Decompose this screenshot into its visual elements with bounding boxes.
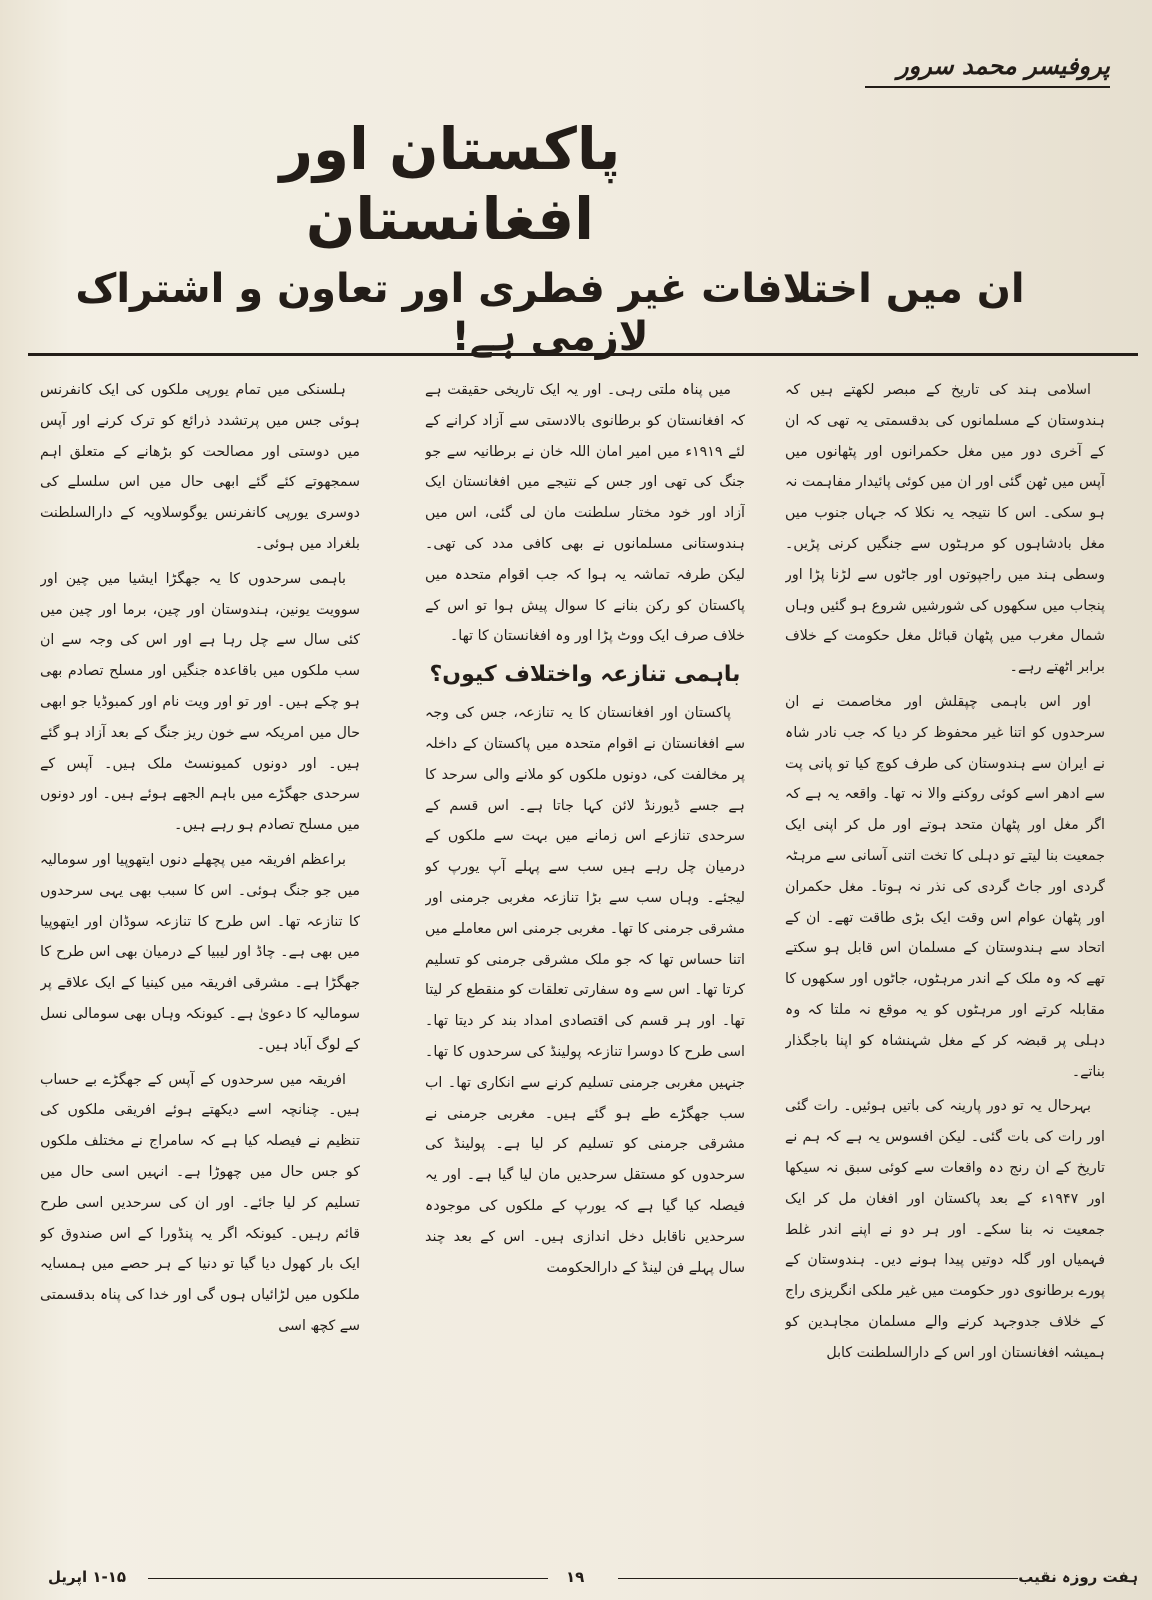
paragraph: ہلسنکی میں تمام یورپی ملکوں کی ایک کانفرنس ہوئی جس میں پرتشدد ذرائع کو ترک کرنے اور آپس میں دوستی اور مصالحت کو بڑھانے کے متعلق اہم سمجھوتے کئے گئے ابھی حال میں اس سلسلے کی دوسری یورپی کانفرنس یوگوسلاویہ کے دارالسلطنت بلغراد میں ہوئی۔ (40, 382, 360, 552)
paragraph: باہمی سرحدوں کا یہ جھگڑا ایشیا میں چین اور سوویت یونین، ہندوستان اور چین، برما اور چین میں کئی سال سے چل رہا ہے اور اس کی وجہ سے ان سب ملکوں میں باقاعدہ جنگیں اور مسلح تصادم بھی ہو چکے ہیں۔ اور تو اور ویت نام اور کمبوڈیا جو ابھی حال میں امریکہ سے خون ریز جنگ کے بعد آزاد ہو گئے ہیں۔ اور دونوں کمیونسٹ ملک ہیں۔ آپس کے سرحدی جھگڑے میں باہم الجھے ہوئے ہیں۔ اور دونوں میں مسلح تصادم ہو رہے ہیں۔ (40, 570, 360, 834)
column-right (785, 375, 1105, 1560)
paragraph: اسلامی ہند کی تاریخ کے مبصر لکھتے ہیں کہ ہندوستان کے مسلمانوں کی بدقسمتی یہ تھی کہ ان کے آخری دور میں مغل حکمرانوں اور پٹھانوں میں آپس میں ٹھن گئی اور ان میں کوئی پائیدار مفاہمت نہ ہو سکی۔ اس کا نتیجہ یہ نکلا کہ جہاں جنوب میں مغل بادشاہوں کو مرہٹوں سے جنگیں کرنی پڑیں۔ وسطی ہند میں راجپوتوں اور جاٹوں سے لڑنا پڑا اور پنجاب میں سکھوں کی شورشیں شروع ہو گئیں وہاں شمال مغرب میں پٹھان قبائل مغل حکومت کے خلاف برابر اٹھتے رہے۔ (785, 382, 1105, 676)
footer-rule-right (618, 1578, 1018, 1579)
paragraph: افریقہ میں سرحدوں کے آپس کے جھگڑے بے حساب ہیں۔ چنانچہ اسے دیکھتے ہوئے افریقی ملکوں کی تنظیم نے فیصلہ کیا ہے کہ سامراج نے مختلف ملکوں کو جس حال میں چھوڑا ہے۔ انہیں اسی حال میں تسلیم کر لیا جائے۔ اور ان کی سرحدیں اسی طرح قائم رہیں۔ کیونکہ اگر یہ پنڈورا کے اس صندوق کو ایک بار کھول دیا گیا تو دنیا کے ہر حصے میں ہمسایہ ملکوں میں لڑائیاں ہوں گی اور خدا کی پناہ بدقسمتی سے کچھ اسی (40, 1071, 360, 1334)
paragraph: براعظم افریقہ میں پچھلے دنوں ایتھوپیا اور سومالیہ میں جو جنگ ہوئی۔ اس کا سبب بھی یہی سرحدوں کا تنازعہ تھا۔ اس طرح کا تنازعہ سوڈان اور ایتھوپیا میں بھی ہے۔ چاڈ اور لیبیا کے درمیان بھی اس طرح کا جھگڑا ہے۔ مشرقی افریقہ میں کینیا کے ایک علاقے پر سومالیہ کا دعویٰ ہے۔ کیونکہ وہاں بھی سومالی نسل کے لوگ آباد ہیں۔ (40, 851, 360, 1053)
paragraph: اور اس باہمی چپقلش اور مخاصمت نے ان سرحدوں کو اتنا غیر محفوظ کر دیا کہ جب نادر شاہ نے ایران سے ہندوستان کی طرف کوچ کیا تو پانی پت سے ادھر اسے کوئی روکنے والا نہ تھا۔ واقعہ یہ ہے کہ اگر مغل اور پٹھان متحد ہوتے اور مل کر اپنی ایک جمعیت بنا لیتے تو دہلی کا تخت اتنی آسانی سے مرہٹہ گردی اور جاٹ گردی کی نذر نہ ہوتا۔ مغل حکمران اور پٹھان عوام اس وقت ایک بڑی طاقت تھے۔ ان کے اتحاد سے ہندوستان کے مسلمان اس قابل ہو سکتے تھے کہ وہ ملک کے اندر مرہٹوں، جاٹوں اور سکھوں کا مقابلہ کرتے اور مرہٹوں کو یہ موقع نہ ملتا کہ وہ دہلی پر قبضہ کر کے مغل شہنشاہ کو اپنا باجگذار بناتے۔ (785, 693, 1105, 1080)
page-number: ۱۹ (566, 1568, 585, 1586)
header-divider (28, 353, 1138, 356)
footer-rule-left (148, 1578, 548, 1579)
article-title: پاکستان اور افغانستان (279, 115, 621, 253)
paragraph: میں پناہ ملتی رہی۔ اور یہ ایک تاریخی حقیقت ہے کہ افغانستان کو برطانوی بالادستی سے آزاد کرانے کے لئے ۱۹۱۹ء میں امیر امان اللہ خان نے برطانیہ سے جو جنگ کی تھی اور جس کے نتیجے میں افغانستان ایک آزاد اور خود مختار سلطنت مان لی گئی، اس میں ہندوستانی مسلمانوں نے بھی کافی مدد کی تھی۔ لیکن طرفہ تماشہ یہ ہوا کہ جب اقوام متحدہ میں پاکستان کو رکن بنانے کا سوال پیش ہوا تو اس کے خلاف صرف ایک ووٹ پڑا اور وہ افغانستان کا تھا۔ (425, 382, 745, 645)
section-subheading: باہمی تنازعہ واختلاف کیوں؟ (429, 662, 741, 688)
paragraph: پاکستان اور افغانستان کا یہ تنازعہ، جس کی وجہ سے افغانستان نے اقوام متحدہ میں پاکستان کے داخلہ پر مخالفت کی، دونوں ملکوں کو ملانے والی سرحد کا ہے جسے ڈیورنڈ لائن کہا جاتا ہے۔ اس قسم کے سرحدی تنازعے اس زمانے میں بہت سے ملکوں کے درمیان چل رہے ہیں سب سے پہلے آپ یورپ کو لیجئے۔ وہاں سب سے بڑا تنازعہ مغربی جرمنی اور مشرقی جرمنی کا تھا۔ مغربی جرمنی اس معاملے میں اتنا حساس تھا کہ جو ملک مشرقی جرمنی کو تسلیم کرتا تھا۔ اس سے وہ سفارتی تعلقات کو منقطع کر لیتا تھا۔ اور ہر قسم کی اقتصادی امداد بند کر دیتا تھا۔ اسی طرح کا دوسرا تنازعہ پولینڈ کی سرحدوں کا تھا۔ جنہیں مغربی جرمنی تسلیم کرنے سے انکاری تھا۔ اب سب جھگڑے طے ہو گئے ہیں۔ مغربی جرمنی نے مشرقی جرمنی کو تسلیم کر لیا ہے۔ پولینڈ کی سرحدوں کو مستقل سرحدیں مان لیا گیا ہے۔ اور یہ فیصلہ کیا گیا ہے کہ یورپ کے ملکوں کی موجودہ سرحدیں ناقابل دخل اندازی ہیں۔ اس کے بعد چند سال پہلے فن لینڈ کے دارالحکومت (425, 705, 745, 1276)
column-left (40, 375, 360, 1560)
article-subtitle: ان میں اختلافات غیر فطری اور تعاون و اشتراک لازمی ہے! (75, 266, 1025, 360)
paragraph: بہرحال یہ تو دور پارینہ کی باتیں ہوئیں۔ رات گئی اور رات کی بات گئی۔ لیکن افسوس یہ ہے کہ ہم نے تاریخ کے ان رنج دہ واقعات سے کوئی سبق نہ سیکھا اور ۱۹۴۷ء کے بعد پاکستان اور افغان مل کر ایک جمعیت نہ بنا سکے۔ اور ہر دو نے اپنے اندر غلط فہمیاں اور گلہ دوتیں پیدا ہونے دیں۔ ہندوستان کے پورے برطانوی دور حکومت میں غیر ملکی انگریزی راج کے خلاف جدوجہد کرنے والے مسلمان مجاہدین کو ہمیشہ افغانستان اور اس کے دارالسلطنت کابل (785, 1098, 1105, 1361)
issue-date: ۱-۱۵ اپریل (48, 1568, 127, 1586)
publication-name: ہفت روزہ نقیب (1018, 1568, 1138, 1586)
author-byline: پروفیسر محمد سرور (865, 52, 1110, 88)
column-middle (425, 375, 745, 1560)
page-footer (28, 1568, 1138, 1600)
